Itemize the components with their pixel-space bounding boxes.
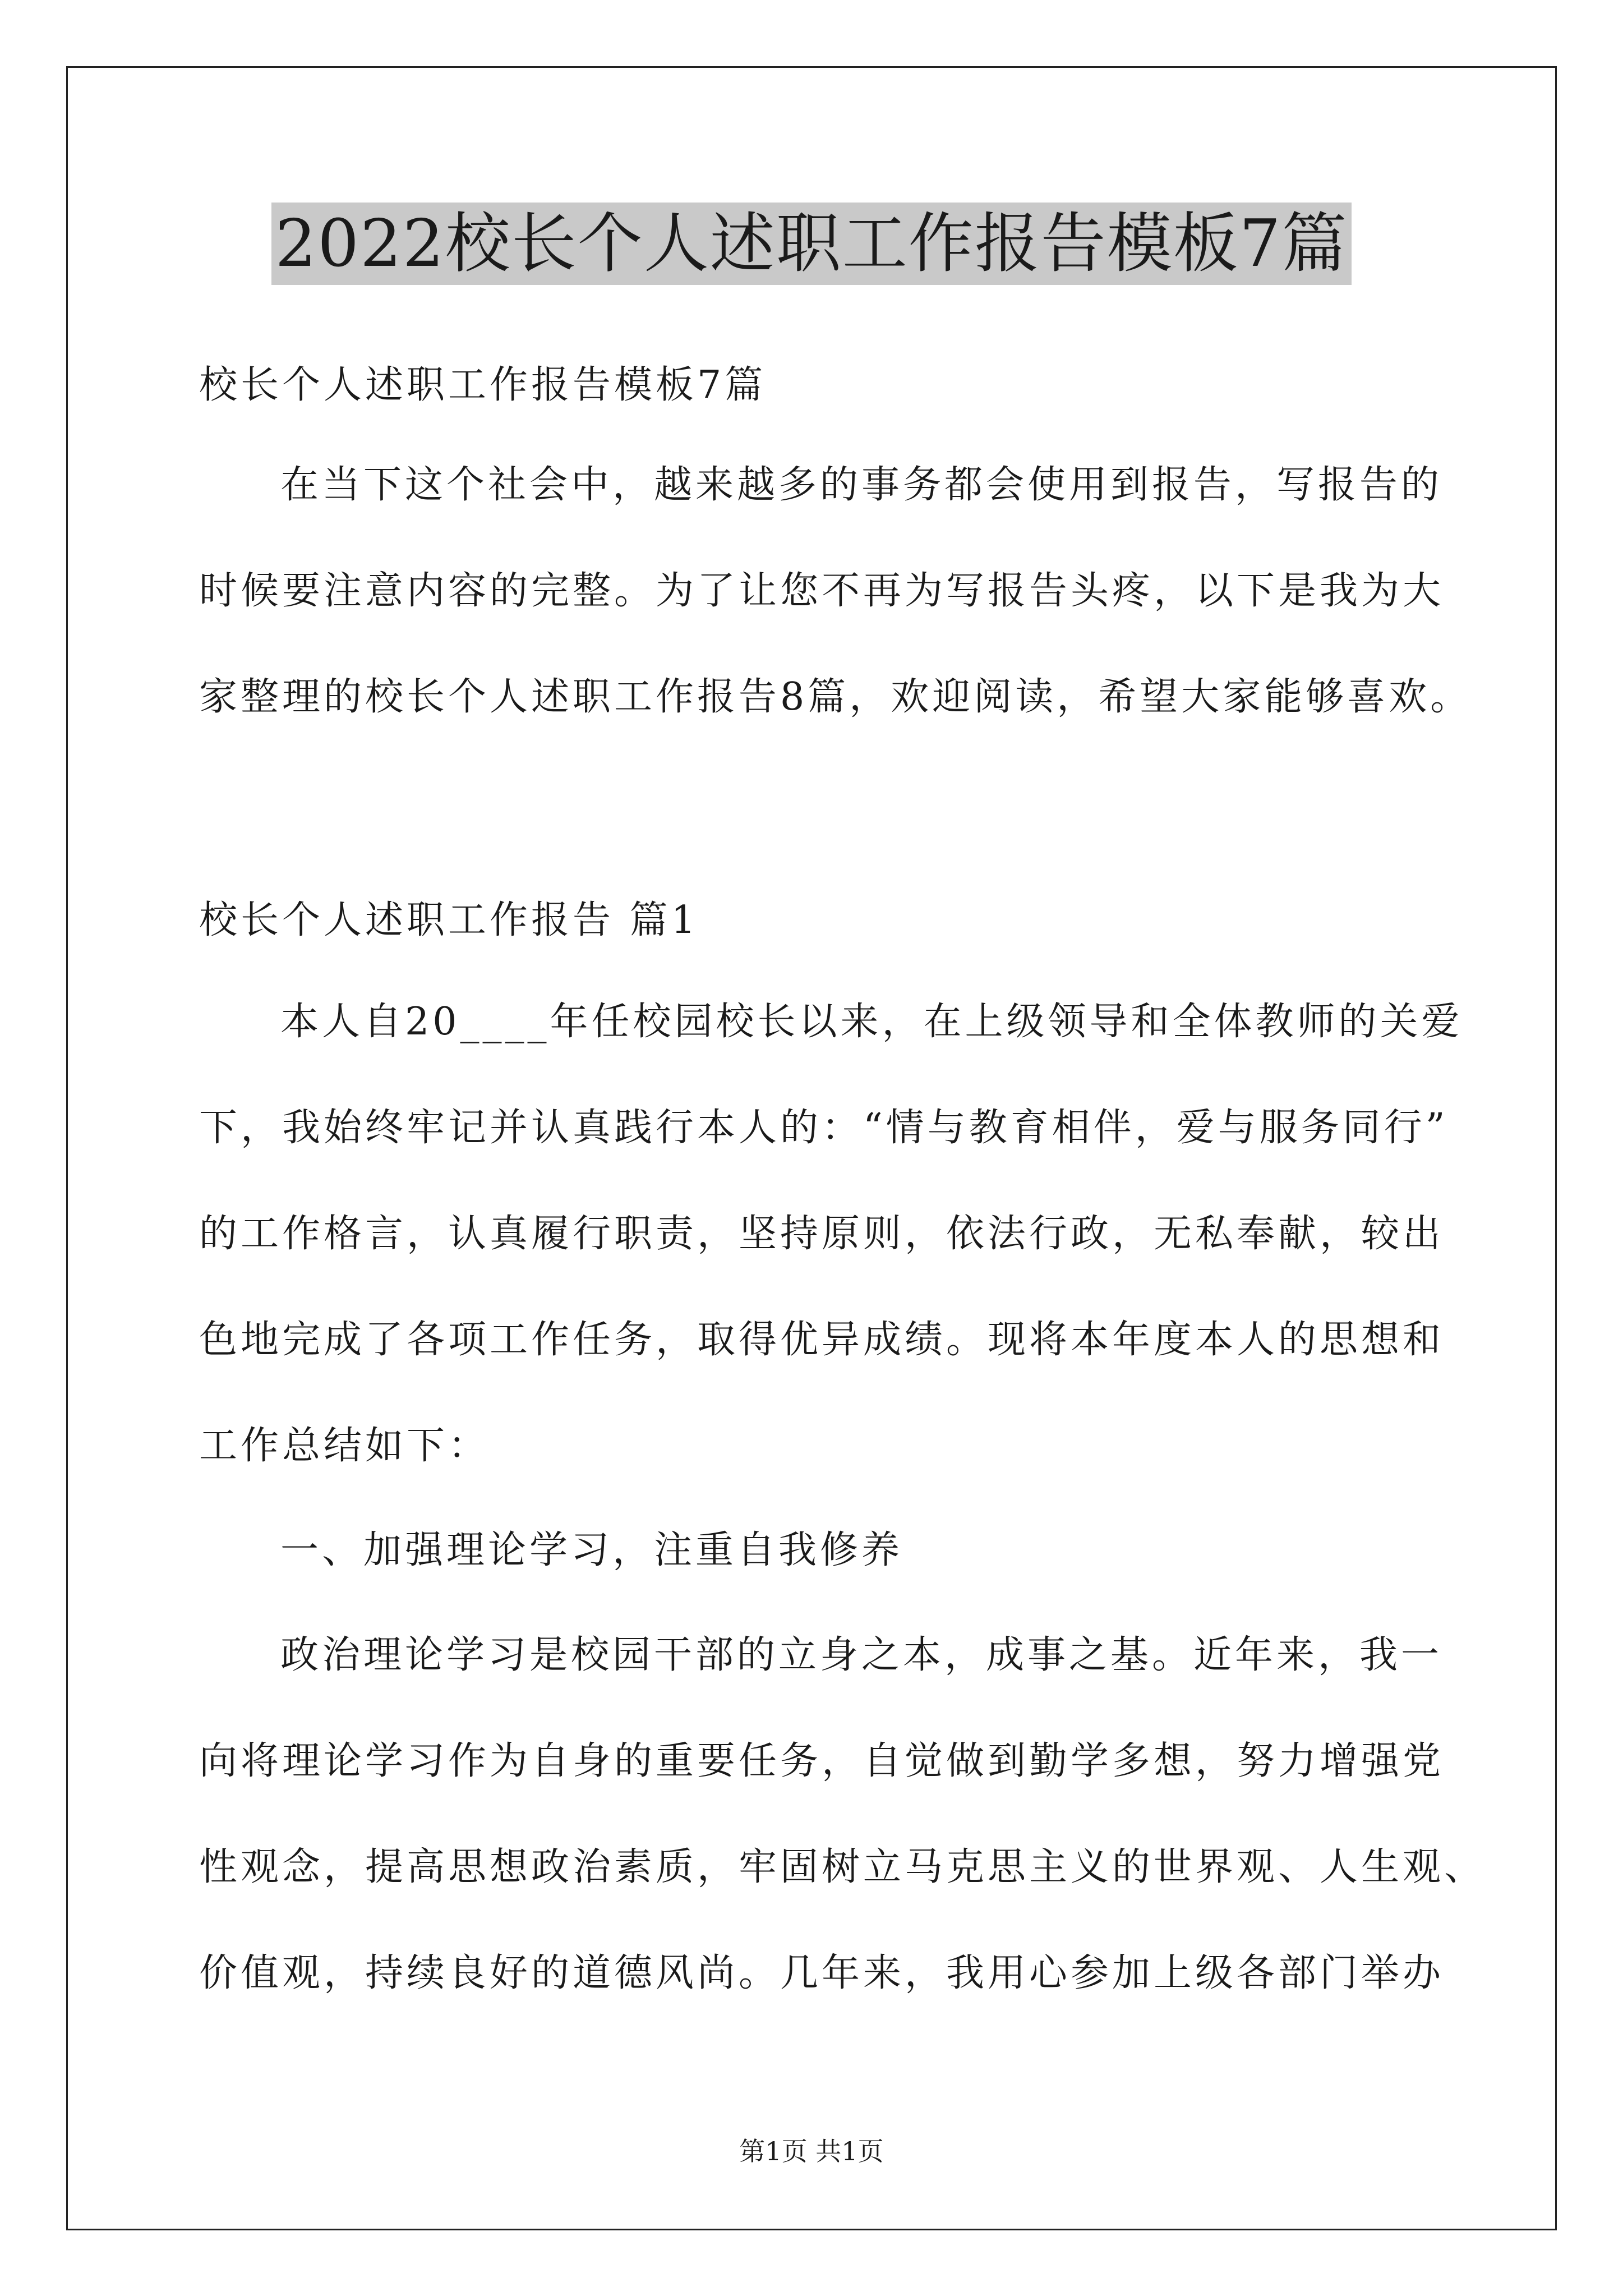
point-line-4: 价值观，持续良好的道德风尚。几年来，我用心参加上级各部门举办 bbox=[199, 1951, 1445, 1995]
body-line-2: 下，我始终牢记并认真践行本人的：“情与教育相伴，爱与服务同行” bbox=[199, 1106, 1449, 1150]
body-line-1: 本人自20____年任校园校长以来，在上级领导和全体教师的关爱 bbox=[280, 1000, 1463, 1044]
point-line-1: 政治理论学习是校园干部的立身之本，成事之基。近年来，我一 bbox=[280, 1633, 1443, 1677]
intro-line-1: 在当下这个社会中，越来越多的事务都会使用到报告，写报告的 bbox=[280, 463, 1443, 507]
body-line-4: 色地完成了各项工作任务，取得优异成绩。现将本年度本人的思想和 bbox=[199, 1318, 1445, 1362]
point-line-3: 性观念，提高思想政治素质，牢固树立马克思主义的世界观、人生观、 bbox=[199, 1845, 1486, 1889]
body-line-5: 工作总结如下： bbox=[199, 1424, 490, 1468]
section-heading: 校长个人述职工作报告 篇1 bbox=[199, 898, 699, 942]
document-title-text: 2022校长个人述职工作报告模板7篇 bbox=[271, 203, 1351, 285]
body-line-3: 的工作格言，认真履行职责，坚持原则，依法行政，无私奉献，较出 bbox=[199, 1212, 1445, 1256]
point-heading: 一、加强理论学习，注重自我修养 bbox=[280, 1528, 903, 1572]
intro-line-3: 家整理的校长个人述职工作报告8篇，欢迎阅读，希望大家能够喜欢。 bbox=[199, 675, 1472, 719]
intro-line-2: 时候要注意内容的完整。为了让您不再为写报告头疼，以下是我为大 bbox=[199, 569, 1445, 613]
page-number: 第1页 共1页 bbox=[739, 2136, 884, 2166]
document-title bbox=[0, 199, 1623, 289]
document-subtitle: 校长个人述职工作报告模板7篇 bbox=[199, 363, 767, 407]
point-line-2: 向将理论学习作为自身的重要任务，自觉做到勤学多想，努力增强党 bbox=[199, 1739, 1445, 1783]
